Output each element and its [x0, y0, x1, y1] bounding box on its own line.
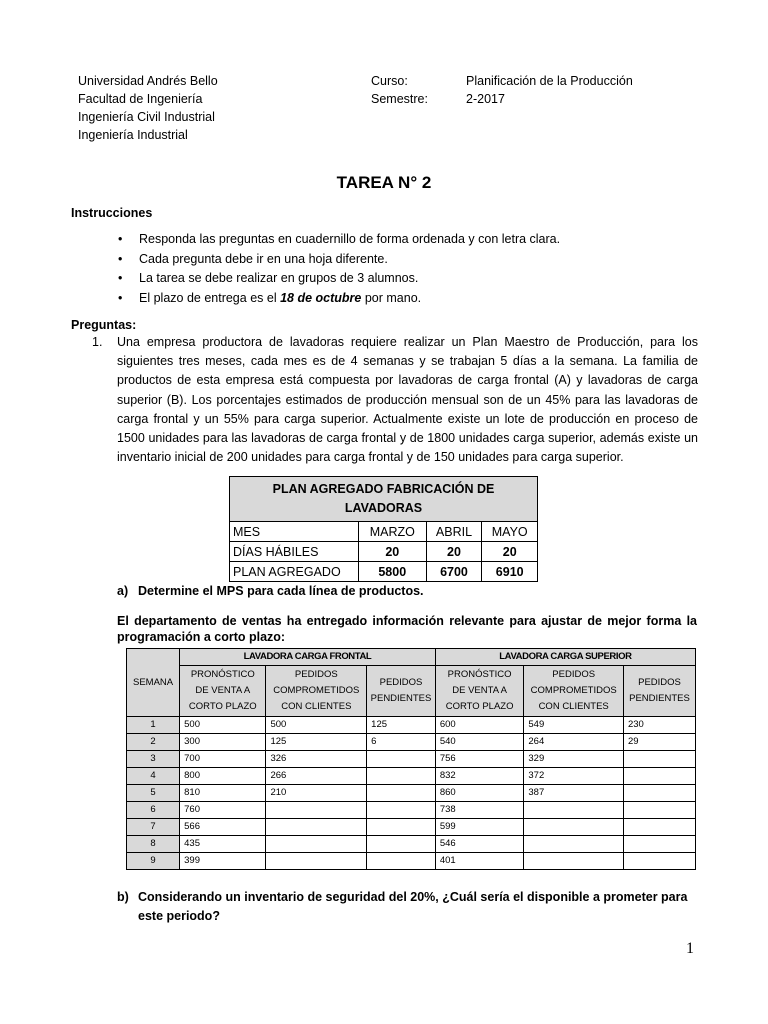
- plan-cell: 20: [482, 542, 538, 562]
- table-cell: 125: [367, 717, 436, 734]
- table-cell: [524, 836, 624, 853]
- instruction-item: • Cada pregunta debe ir en una hoja diferente.: [118, 250, 560, 270]
- group-header-front: LAVADORA CARGA FRONTAL: [180, 649, 436, 666]
- week-cell: 3: [127, 751, 180, 768]
- table-cell: 599: [435, 819, 524, 836]
- table-cell: 566: [180, 819, 266, 836]
- questions-heading: Preguntas:: [71, 318, 137, 332]
- table-cell: [623, 802, 695, 819]
- instruction-item-deadline: [118, 289, 560, 309]
- table-cell: [367, 751, 436, 768]
- header-line: COMPROMETIDOS: [530, 685, 617, 696]
- plan-month: MARZO: [359, 522, 427, 542]
- plan-cell: 5800: [359, 562, 427, 582]
- question-b: [117, 888, 697, 926]
- week-cell: 8: [127, 836, 180, 853]
- sales-demand-table: [126, 648, 696, 870]
- table-cell: [623, 768, 695, 785]
- week-cell: 2: [127, 734, 180, 751]
- table-cell: 860: [435, 785, 524, 802]
- instruction-item: • Responda las preguntas en cuadernillo de forma ordenada y con letra clara.: [118, 230, 560, 250]
- table-cell: 326: [266, 751, 367, 768]
- question-b-text: Considerando un inventario de seguridad del 20%, ¿Cuál sería el disponible a prometer para este periodo?: [138, 890, 688, 923]
- week-cell: 7: [127, 819, 180, 836]
- header-line: DE VENTA A: [195, 685, 251, 696]
- table-cell: 549: [524, 717, 624, 734]
- faculty-name: Facultad de Ingeniería: [78, 92, 203, 106]
- table-cell: [524, 853, 624, 870]
- page-title: TAREA N° 2: [336, 173, 432, 192]
- table-cell: 329: [524, 751, 624, 768]
- table-cell: 6: [367, 734, 436, 751]
- aggregate-plan-table: [229, 476, 538, 582]
- table-cell: [367, 836, 436, 853]
- header-line: DE VENTA A: [452, 685, 507, 696]
- table-row: [127, 734, 696, 751]
- program-name: Ingeniería Civil Industrial: [78, 110, 215, 124]
- course-values: [466, 72, 633, 108]
- week-cell: 4: [127, 768, 180, 785]
- week-cell: 5: [127, 785, 180, 802]
- header-line: CORTO PLAZO: [445, 701, 514, 712]
- instructions-heading: Instrucciones: [71, 206, 153, 220]
- table-cell: 756: [435, 751, 524, 768]
- table-cell: 800: [180, 768, 266, 785]
- deadline-pre: El plazo de entrega es el: [139, 290, 281, 305]
- plan-month: MAYO: [482, 522, 538, 542]
- pending-header: [623, 666, 695, 717]
- table-cell: 125: [266, 734, 367, 751]
- table-cell: [623, 751, 695, 768]
- table-cell: 760: [180, 802, 266, 819]
- sales-paragraph: El departamento de ventas ha entregado información relevante para ajustar de mejor forma la programación a corto plazo:: [117, 614, 697, 644]
- table-cell: 387: [524, 785, 624, 802]
- question-1-number: 1.: [92, 335, 103, 349]
- table-cell: 810: [180, 785, 266, 802]
- table-cell: [266, 836, 367, 853]
- table-cell: [367, 819, 436, 836]
- table-cell: 399: [180, 853, 266, 870]
- page-number: 1: [686, 940, 694, 957]
- question-a-text: Determine el MPS para cada línea de productos.: [138, 584, 424, 598]
- table-cell: [367, 853, 436, 870]
- question-1: [92, 333, 698, 467]
- table-cell: 210: [266, 785, 367, 802]
- week-cell: 9: [127, 853, 180, 870]
- table-row: [127, 853, 696, 870]
- table-cell: [266, 819, 367, 836]
- table-row: [127, 785, 696, 802]
- deadline-date: 18 de octubre: [280, 290, 362, 305]
- table-cell: [623, 785, 695, 802]
- week-header: SEMANA: [127, 649, 180, 717]
- table-row: [127, 717, 696, 734]
- table-cell: [266, 802, 367, 819]
- plan-cell: 6700: [426, 562, 482, 582]
- question-a: [117, 584, 424, 598]
- committed-header: [524, 666, 624, 717]
- table-row: [127, 836, 696, 853]
- table-row: [127, 768, 696, 785]
- deadline-post: por mano.: [361, 290, 422, 305]
- question-a-label: a): [117, 584, 129, 598]
- table-cell: [623, 853, 695, 870]
- table-cell: 546: [435, 836, 524, 853]
- header-line: PRONÓSTICO: [190, 669, 255, 680]
- course-labels: [371, 72, 428, 108]
- table-cell: 700: [180, 751, 266, 768]
- table-cell: [367, 802, 436, 819]
- instruction-item: • La tarea se debe realizar en grupos de 3 alumnos.: [118, 269, 560, 289]
- table-cell: 435: [180, 836, 266, 853]
- table-cell: 300: [180, 734, 266, 751]
- course-value: Planificación de la Producción: [466, 74, 633, 88]
- table-cell: [623, 836, 695, 853]
- institution-block: [78, 72, 218, 144]
- table-cell: 29: [623, 734, 695, 751]
- plan-month-header: MES: [230, 522, 359, 542]
- table-cell: 266: [266, 768, 367, 785]
- table-cell: [524, 802, 624, 819]
- table-row: [127, 819, 696, 836]
- week-cell: 1: [127, 717, 180, 734]
- table-row: [127, 751, 696, 768]
- table-cell: [367, 768, 436, 785]
- table-cell: 401: [435, 853, 524, 870]
- table-cell: 230: [623, 717, 695, 734]
- program-name: Ingeniería Industrial: [78, 128, 188, 142]
- table-cell: 540: [435, 734, 524, 751]
- plan-row-label: PLAN AGREGADO: [230, 562, 359, 582]
- header-line: PENDIENTES: [370, 693, 432, 704]
- plan-table-title: PLAN AGREGADO FABRICACIÓN DE LAVADORAS: [230, 477, 538, 522]
- header-line: PEDIDOS: [638, 677, 681, 688]
- committed-header: [266, 666, 367, 717]
- table-cell: [266, 853, 367, 870]
- forecast-header: [435, 666, 524, 717]
- table-cell: 500: [266, 717, 367, 734]
- table-cell: 264: [524, 734, 624, 751]
- header-line: PEDIDOS: [379, 677, 423, 688]
- group-header-top: LAVADORA CARGA SUPERIOR: [435, 649, 695, 666]
- university-name: Universidad Andrés Bello: [78, 74, 218, 88]
- semester-value: 2-2017: [466, 92, 505, 106]
- header-line: PRONÓSTICO: [447, 669, 512, 680]
- question-1-text: Una empresa productora de lavadoras requiere realizar un Plan Maestro de Producción, para los siguientes tres meses, cada mes es de 4 semanas y se trabajan 5 días a la semana. La familia de productos de esta empresa está compuesta por lavadoras de carga frontal (A) y lavadoras de carga superior (B). Los porcentajes estimados de producción mensual son de un 45% para las lavadoras de carga frontal y un 55% para carga superior. Actualmente existe un lote de producción en proceso de 1500 unidades para las lavadoras de carga frontal y de 1800 unidades carga superior, además existe un inventario inicial de 200 unidades para carga frontal y de 150 unidades para carga superior.: [117, 335, 698, 465]
- table-cell: 832: [435, 768, 524, 785]
- semester-label: Semestre:: [371, 92, 428, 106]
- header-line: PEDIDOS: [294, 669, 338, 680]
- week-cell: 6: [127, 802, 180, 819]
- plan-cell: 20: [426, 542, 482, 562]
- course-label: Curso:: [371, 74, 408, 88]
- plan-month: ABRIL: [426, 522, 482, 542]
- header-line: CON CLIENTES: [281, 701, 352, 712]
- instructions-list: [118, 230, 560, 308]
- header-line: CON CLIENTES: [538, 701, 609, 712]
- table-cell: 500: [180, 717, 266, 734]
- table-cell: 600: [435, 717, 524, 734]
- header-line: PENDIENTES: [629, 693, 690, 704]
- pending-header: [367, 666, 436, 717]
- header-line: CORTO PLAZO: [188, 701, 257, 712]
- header-line: COMPROMETIDOS: [273, 685, 360, 696]
- table-cell: 738: [435, 802, 524, 819]
- plan-cell: 6910: [482, 562, 538, 582]
- question-b-label: b): [117, 890, 129, 904]
- table-cell: 372: [524, 768, 624, 785]
- demand-table-body: [127, 717, 696, 870]
- forecast-header: [180, 666, 266, 717]
- table-cell: [524, 819, 624, 836]
- header-line: PEDIDOS: [552, 669, 596, 680]
- plan-row-label: DÍAS HÁBILES: [230, 542, 359, 562]
- table-cell: [367, 785, 436, 802]
- table-cell: [623, 819, 695, 836]
- table-row: [127, 802, 696, 819]
- plan-cell: 20: [359, 542, 427, 562]
